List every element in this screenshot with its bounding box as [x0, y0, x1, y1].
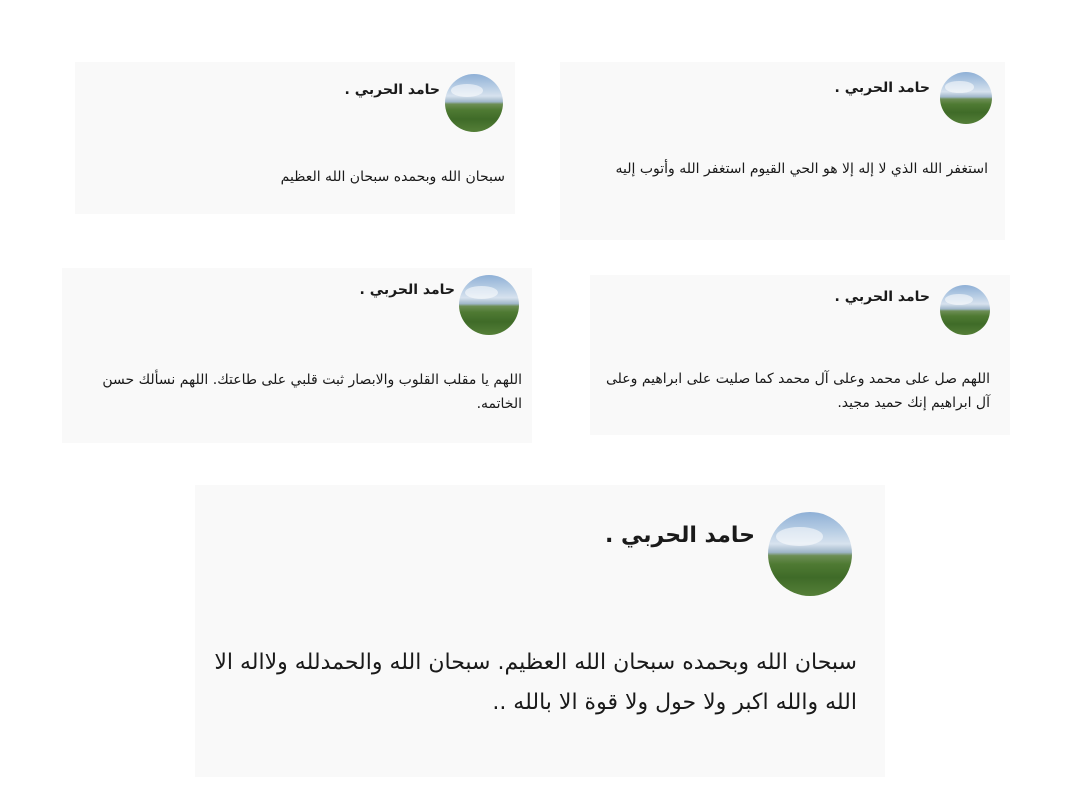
avatar[interactable]	[445, 74, 503, 132]
avatar[interactable]	[459, 275, 519, 335]
avatar[interactable]	[940, 285, 990, 335]
post-text: سبحان الله وبحمده سبحان الله العظيم	[280, 169, 505, 185]
post-card	[560, 62, 1005, 240]
post-text: استغفر الله الذي لا إله إلا هو الحي القيوم استغفر الله وأتوب إليه	[615, 161, 988, 177]
post-card	[62, 268, 532, 443]
author-name[interactable]: حامد الحربي .	[605, 523, 755, 548]
author-name[interactable]: حامد الحربي .	[834, 289, 930, 305]
post-card	[195, 485, 885, 777]
author-name[interactable]: حامد الحربي .	[834, 80, 930, 96]
post-text: اللهم صل على محمد وعلى آل محمد كما صليت على ابراهيم وعلى آل ابراهيم إنك حميد مجيد.	[605, 371, 990, 411]
post-card	[590, 275, 1010, 435]
author-name[interactable]: حامد الحربي .	[359, 282, 455, 298]
avatar[interactable]	[940, 72, 992, 124]
avatar[interactable]	[768, 512, 852, 596]
post-text: اللهم يا مقلب القلوب والابصار ثبت قلبي على طاعتك. اللهم نسألك حسن الخاتمه.	[102, 372, 522, 412]
author-name[interactable]: حامد الحربي .	[344, 82, 440, 98]
post-card	[75, 62, 515, 214]
post-text: سبحان الله وبحمده سبحان الله العظيم. سبحان الله والحمدلله ولااله الا الله والله اكبر ولا حول ولا قوة الا بالله ..	[214, 650, 857, 715]
